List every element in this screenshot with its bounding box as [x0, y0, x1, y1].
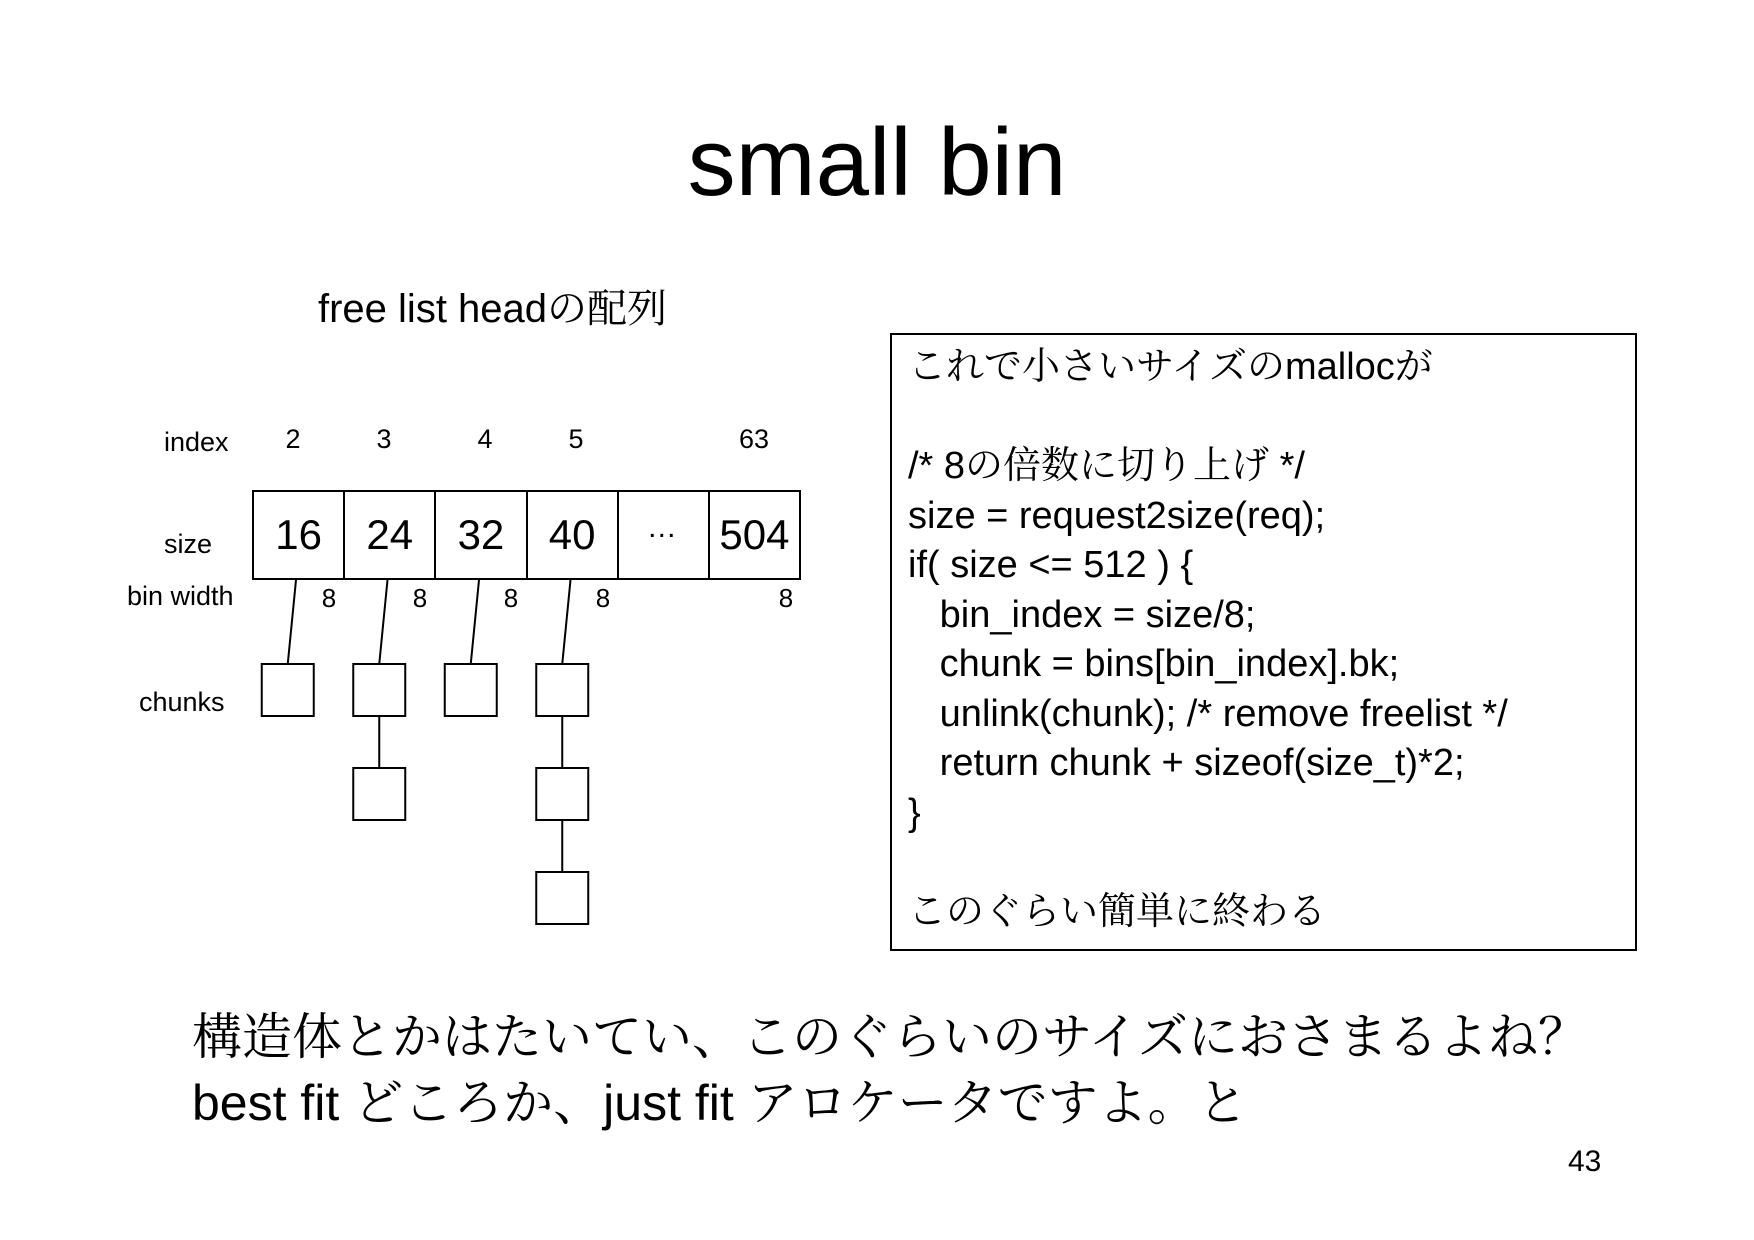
size-cell: 32 [436, 492, 527, 578]
code-line [908, 838, 1635, 888]
page-number: 43 [1568, 1145, 1602, 1178]
code-box [890, 333, 1637, 951]
size-cell: 24 [345, 492, 436, 578]
code-line: bin_index = size/8; [908, 593, 1256, 636]
code-line: unlink(chunk); /* remove freelist */ [908, 692, 1508, 735]
code-line: size = request2size(req); [908, 494, 1326, 537]
chunk-box [353, 768, 405, 820]
code-line [908, 393, 1635, 443]
index-value: 2 [285, 424, 301, 454]
bin-to-chunk-link [471, 580, 479, 664]
bin-width-value: 8 [321, 583, 337, 613]
chunk-box [536, 872, 588, 924]
bottom-text-line: 構造体とかはたいてい、このぐらいのサイズにおさまるよね？ [192, 1009, 1588, 1065]
bin-width-value: 8 [412, 583, 428, 613]
size-cell: 40 [528, 492, 619, 578]
code-line: } [908, 791, 921, 834]
bin-width-row-label: bin width [127, 581, 234, 611]
slide-title: small bin [687, 109, 1067, 216]
bin-to-chunk-link [562, 580, 570, 664]
chunks-row-label: chunks [139, 687, 225, 717]
index-value: 3 [376, 424, 392, 454]
ellipsis-cell: … [619, 492, 710, 578]
chunk-box [262, 664, 314, 716]
code-line: このぐらい簡単に終わる [908, 890, 1327, 933]
chunk-box [536, 768, 588, 820]
code-line: chunk = bins[bin_index].bk; [908, 643, 1400, 685]
bin-width-value: 8 [595, 583, 611, 613]
code-line: これで小さいサイズのmallocが [908, 346, 1433, 388]
size-cell: 504 [719, 511, 790, 558]
size-row-label: size [164, 529, 213, 559]
code-line: if( size <= 512 ) { [908, 544, 1194, 586]
array-caption: free list headの配列 [318, 287, 668, 331]
size-cell: 16 [254, 492, 345, 578]
bin-to-chunk-link [288, 580, 296, 664]
chunk-box [536, 664, 588, 716]
bin-width-value: 8 [778, 583, 794, 613]
chunk-box [353, 664, 405, 716]
bin-to-chunk-link [379, 580, 387, 664]
bottom-text [192, 1004, 1588, 1136]
index-row-label: index [164, 427, 229, 457]
chunk-box [445, 664, 497, 716]
code-line: return chunk + sizeof(size_t)*2; [908, 742, 1465, 784]
code-line: /* 8の倍数に切り上げ */ [908, 445, 1305, 487]
index-value: 4 [477, 424, 493, 454]
index-value: 5 [568, 424, 584, 454]
bottom-text-line: best fit どころか、just fit アロケータですよ。と [192, 1075, 1248, 1131]
bin-width-value: 8 [503, 583, 519, 613]
index-value: 63 [738, 424, 770, 454]
